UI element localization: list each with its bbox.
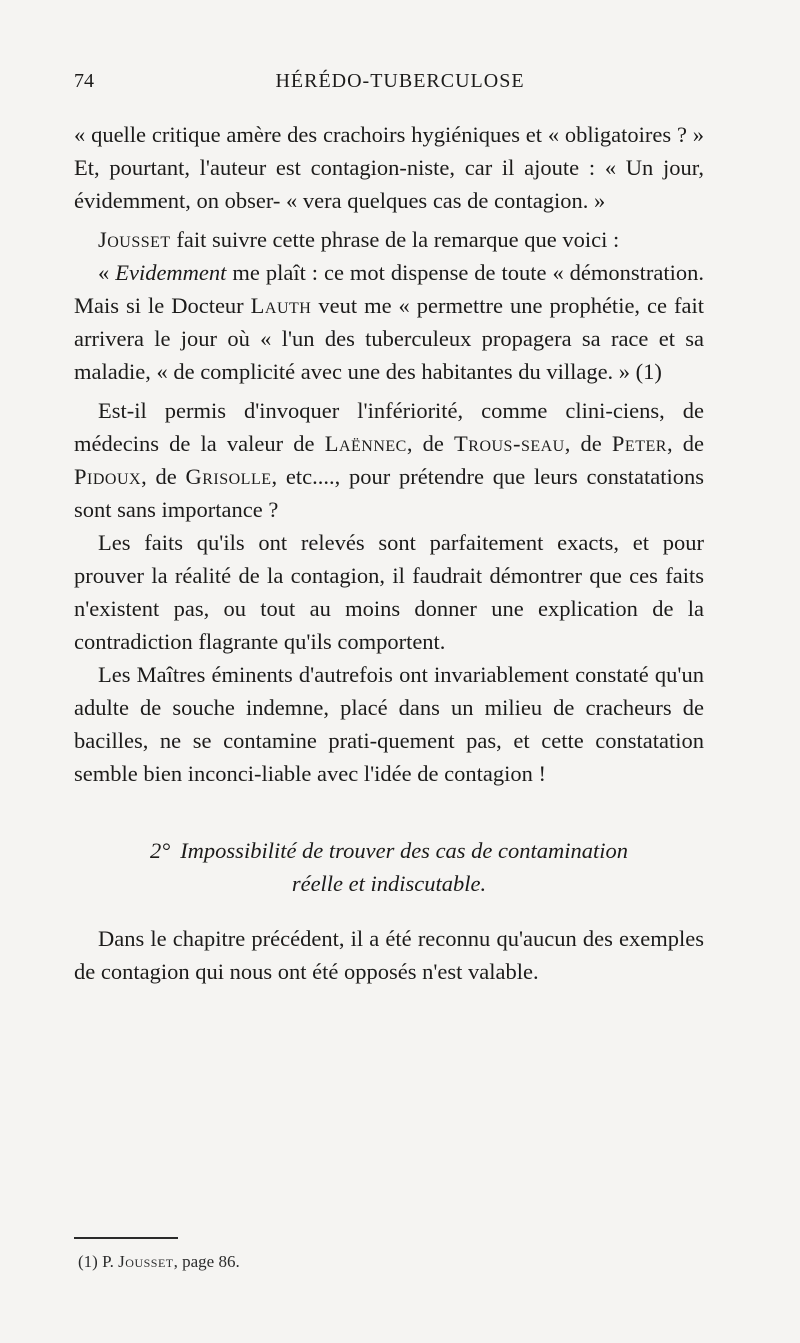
footnote [78,1252,240,1272]
running-title: HÉRÉDO-TUBERCULOSE [275,70,525,92]
author-name: Jousset [98,227,171,252]
paragraph-text: me plaît : ce mot dispense de toute « démonstration. Mais si le Docteur [74,260,705,318]
paragraph-text: , de [666,431,704,456]
author-name: Peter [611,431,667,456]
paragraph-text: fait suivre cette phrase de la remarque que voici : [170,227,620,252]
section-number: 2° [149,838,171,863]
paragraph-quote-continuation: « quelle critique amère des crachoirs hygiéniques et « obligatoires ? » Et, pourtant, l'auteur est contagion-niste, car il ajoute : « Un jour, évidemment, on obser- « vera quelques cas de contagion. » [74,122,704,213]
paragraph-clinicians [74,394,704,526]
section-heading [74,834,704,900]
author-name: Pidoux [74,464,142,489]
emphasis-word: Evidemment [115,260,227,285]
page-header [0,70,800,106]
section-title-text: Impossibilité de trouver des cas de contamination [180,838,629,863]
paragraph-text: Est-il permis d'invoquer l'infériorité, comme clini-ciens, de médecins de la valeur de [74,398,704,456]
author-name: Grisolle [185,464,272,489]
paragraph-previous-chapter: Dans le chapitre précédent, il a été reconnu qu'aucun des exemples de contagion qui nous ont été opposés n'est valable. [74,926,704,984]
paragraph-jousset-remark [74,223,704,256]
footnote-marker: (1) [78,1252,98,1271]
page-body [74,118,704,988]
quote-open: « [98,260,116,285]
page-number: 74 [74,70,94,92]
paragraph-masters: Les Maîtres éminents d'autrefois ont invariablement constaté qu'un adulte de souche indemne, placé dans un milieu de cracheurs de bacilles, ne se contamine prati-quement pas, et cette constatation semble bien inconci-liable avec l'idée de contagion ! [74,662,704,786]
paragraph-quote-jousset [74,256,704,388]
paragraph-text: , etc...., pour prétendre que leurs constatations sont sans importance ? [74,464,704,522]
author-name: Jousset [118,1252,174,1271]
author-name: Lauth [250,293,312,318]
paragraph-text: , de [406,431,455,456]
footnote-divider [74,1237,178,1239]
author-name: Laënnec [324,431,407,456]
paragraph-text: veut me « permettre une prophétie, ce fait arrivera le jour où « l'un des tuberculeux propagera sa race et sa maladie, « de complicité avec une des habitantes du village. » (1) [74,293,704,384]
footnote-text: P. [102,1252,119,1271]
paragraph-text: , de [141,464,186,489]
footnote-text: , page 86. [173,1252,240,1271]
section-title-text: réelle et indiscutable. [291,871,487,896]
author-name: Trous-seau [454,431,565,456]
section-heading-line-2 [74,867,704,900]
section-heading-line-1 [74,834,704,867]
paragraph-facts: Les faits qu'ils ont relevés sont parfaitement exacts, et pour prouver la réalité de la contagion, il faudrait démontrer que ces faits n'existent pas, ou tout au moins donner une explication de la contradiction flagrante qu'ils comportent. [74,530,704,654]
paragraph-text: , de [564,431,612,456]
